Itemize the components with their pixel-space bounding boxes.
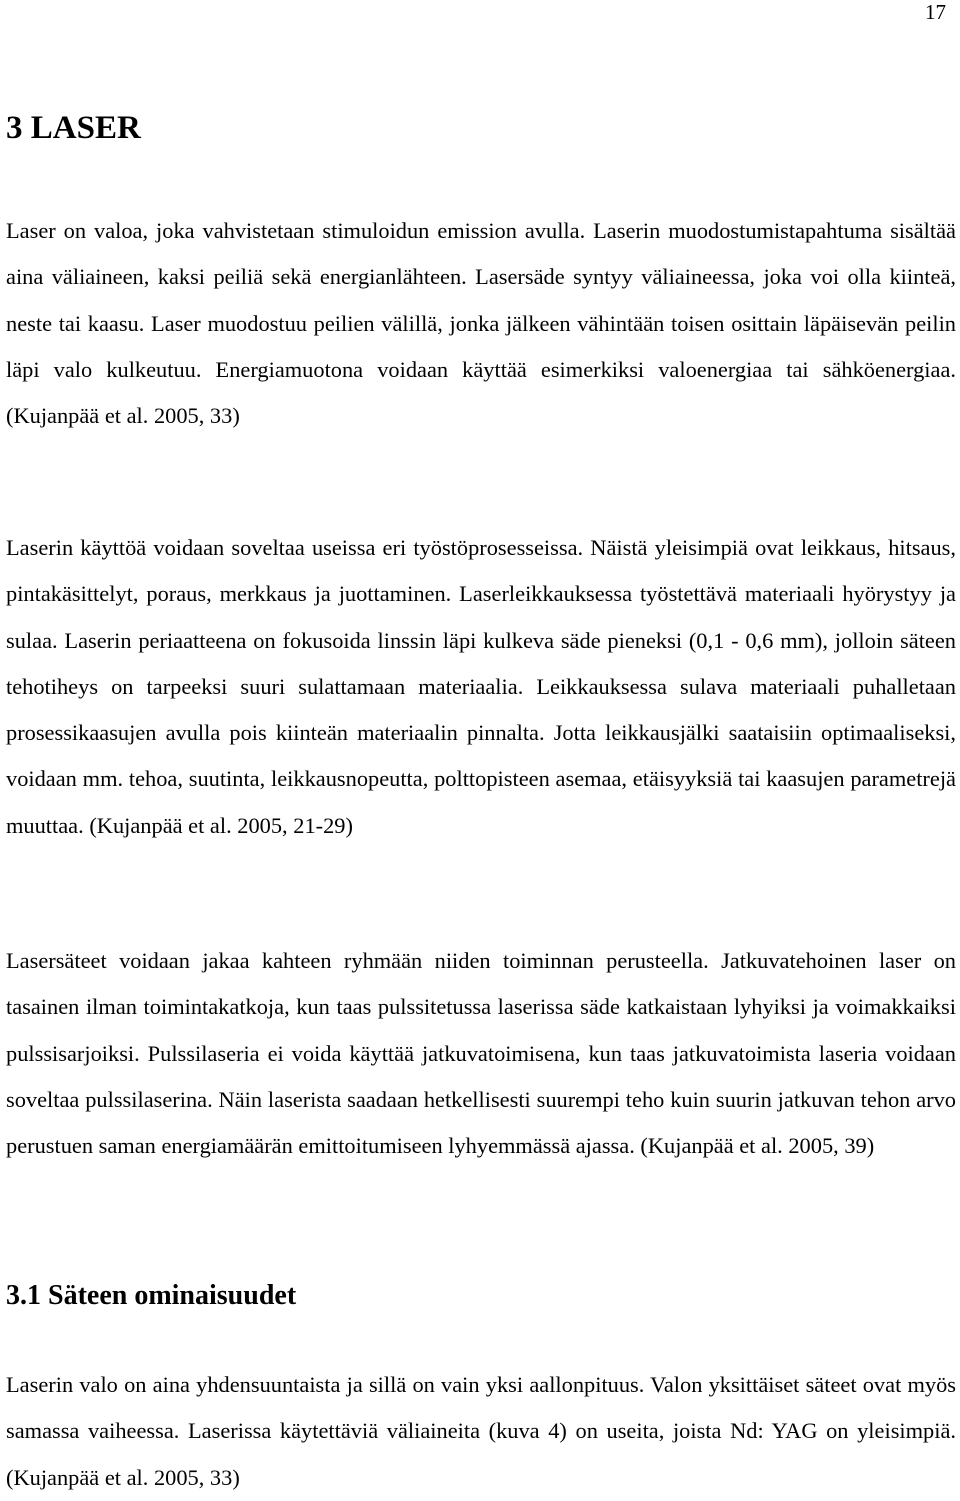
paragraph-laser-applications: Laserin käyttöä voidaan soveltaa useissa eri työstöprosesseissa. Näistä yleisimpiä ovat leikkaus, hitsaus, pintakäsittelyt, poraus, merkkaus ja juottaminen. Laserleikkauksessa työstettävä materiaali hyörystyy ja sulaa. Laserin periaatteena on fokusoida linssin läpi kulkeva säde pieneksi (0,1 - 0,6 mm), jolloin säteen tehotiheys on tarpeeksi suuri sulattamaan materiaalia. Leikkauksessa sulava materiaali puhalletaan prosessikaasujen avulla pois kiinteän materiaalin pinnalta. Jotta leikkausjälki saataisiin optimaaliseksi, voidaan mm. tehoa, suutinta, leikkausnopeutta, polttopisteen asemaa, etäisyyksiä tai kaasujen parametrejä muuttaa. (Kujanpää et al. 2005, 21-29) bbox=[6, 535, 956, 838]
paragraph-laser-beam-types: Lasersäteet voidaan jakaa kahteen ryhmään niiden toiminnan perusteella. Jatkuvatehoinen laser on tasainen ilman toimintakatkoja, kun taas pulssitetussa laserissa säde katkaistaan lyhyiksi ja voimakkaiksi pulssisarjoiksi. Pulssilaseria ei voida käyttää jatkuvatoimisena, kun taas jatkuvatoimista laseria voidaan soveltaa pulssilaserina. Näin laserista saadaan hetkellisesti suurempi teho kuin suurin jatkuvan tehon arvo perustuen saman energiamäärän emittoitumiseen lyhyemmässä ajassa. (Kujanpää et al. 2005, 39) bbox=[6, 948, 956, 1159]
page-number: 17 bbox=[925, 0, 946, 24]
paragraph-laser-definition: Laser on valoa, joka vahvistetaan stimuloidun emission avulla. Laserin muodostumistapahtuma sisältää aina väliaineen, kaksi peiliä sekä energianlähteen. Lasersäde syntyy väliaineessa, joka voi olla kiinteä, neste tai kaasu. Laser muodostuu peilien välillä, jonka jälkeen vähintään toisen osittain läpäisevän peilin läpi valo kulkeutuu. Energiamuotona voidaan käyttää esimerkiksi valoenergiaa tai sähköenergiaa. (Kujanpää et al. 2005, 33) bbox=[6, 218, 956, 429]
section-title: 3.1 Säteen ominaisuudet bbox=[6, 1280, 297, 1311]
chapter-title: 3 LASER bbox=[6, 110, 141, 146]
paragraph-beam-properties: Laserin valo on aina yhdensuuntaista ja sillä on vain yksi aallonpituus. Valon yksittäiset säteet ovat myös samassa vaiheessa. Laserissa käytettäviä väliaineita (kuva 4) on useita, joista Nd: YAG on yleisimpiä. (Kujanpää et al. 2005, 33) bbox=[6, 1372, 956, 1490]
